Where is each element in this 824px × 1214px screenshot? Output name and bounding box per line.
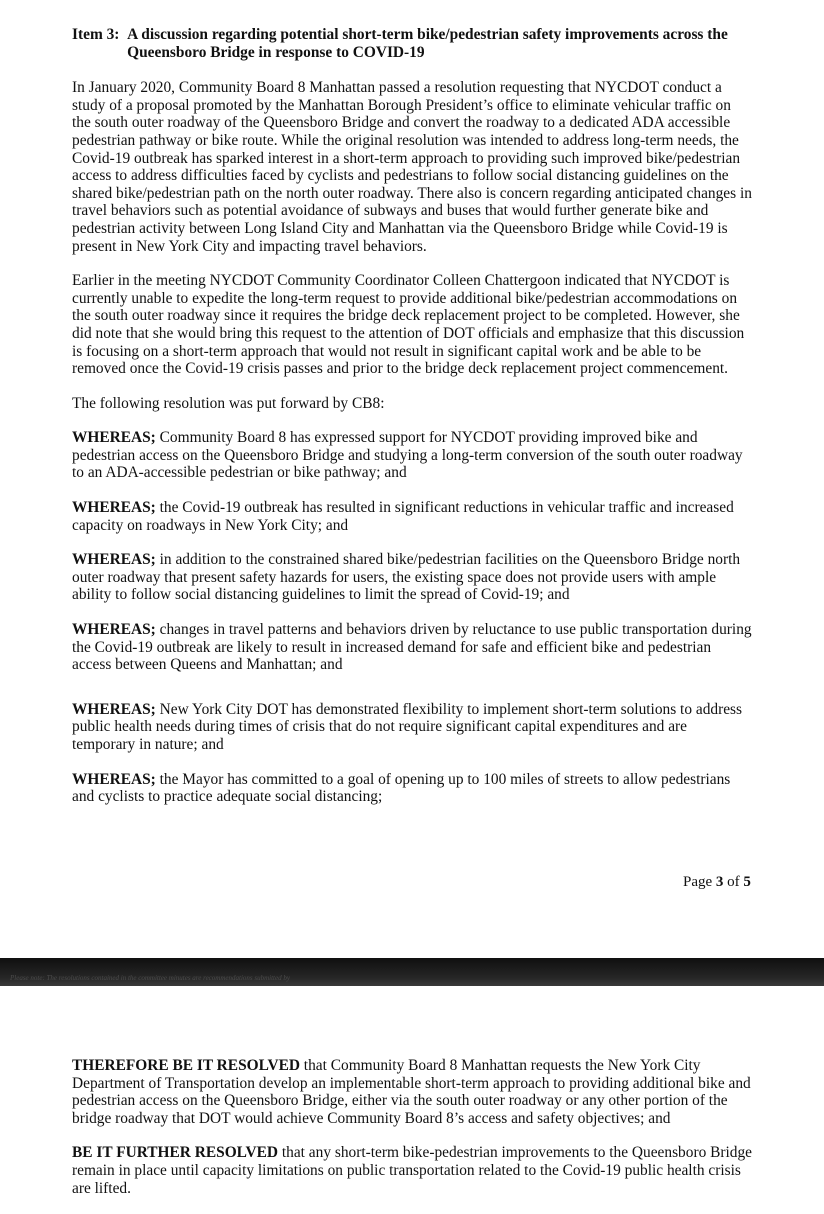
whereas-clause [72,499,752,534]
resolved-label: THEREFORE BE IT RESOLVED [72,1057,300,1074]
whereas-clause [72,551,752,604]
dot-paragraph: Earlier in the meeting NYCDOT Community Coordinator Colleen Chattergoon indicated that NYCDOT is currently unable to expedite the long-term request to provide additional bike/pedestrian accommodations on the south outer roadway since it requires the bridge deck replacement project to be completed. However, she did note that she would bring this request to the attention of DOT officials and emphasize that this discussion is focusing on a short-term approach that would not result in significant capital work and be able to be removed once the Covid-19 crisis passes and prior to the bridge deck replacement project commencement. [72,272,745,378]
item-heading [72,26,752,61]
whereas-clause [72,621,752,674]
whereas-label: WHEREAS; [72,700,156,718]
whereas-text: the Mayor has committed to a goal of opening up to 100 miles of streets to allow pedestrians and cyclists to practice adequate social distancing; [72,770,731,806]
whereas-label: WHEREAS; [72,499,156,517]
further-resolved-clause [72,1144,752,1197]
page-4-content [72,1057,752,1214]
further-resolved-label: BE IT FURTHER RESOLVED [72,1144,279,1162]
page-content [72,26,752,823]
resolved-clause [72,1057,752,1127]
whereas-text: in addition to the constrained shared bike/pedestrian facilities on the Queensboro Bridge north outer roadway that present safety hazards for users, the existing space does not provide users with ample ability to follow social distancing guidelines to limit the spread of Covid-19; and [72,551,741,604]
page-number-prefix: Page [683,874,716,890]
resolution-intro: The following resolution was put forward by CB8: [72,394,385,412]
further-resolved-text: that any short-term bike-pedestrian improvements to the Queensboro Bridge remain in place until capacity limitations on public transportation related to the Covid-19 public health crisis are lifted. [72,1144,753,1197]
whereas-clause [72,771,752,806]
page-number-of: of [723,874,744,890]
whereas-text: New York City DOT has demonstrated flexibility to implement short-term solutions to address public health needs during times of crisis that do not require significant capital expenditures and are temporary in nature; and [72,700,743,753]
page-number [683,874,751,891]
whereas-label: WHEREAS; [72,621,156,639]
whereas-clause [72,701,752,754]
page-number-current: 3 [715,874,724,890]
item-title: A discussion regarding potential short-term bike/pedestrian safety improvements across the Queensboro Bridge in response to COVID-19 [127,26,728,61]
whereas-text: the Covid-19 outbreak has resulted in significant reductions in vehicular traffic and increased capacity on roadways in New York City; and [72,499,734,534]
whereas-text: Community Board 8 has expressed support for NYCDOT providing improved bike and pedestrian access on the Queensboro Bridge and studying a long-term conversion of the south outer roadway to an ADA-accessible pedestrian or bike pathway; and [72,429,743,482]
whereas-text: changes in travel patterns and behaviors driven by reluctance to use public transportation during the Covid-19 outbreak are likely to result in increased demand for safe and efficient bike and pedestrian access between Queens and Manhattan; and [72,621,752,674]
whereas-clause [72,429,752,482]
whereas-label: WHEREAS; [72,551,156,569]
resolved-text: that Community Board 8 Manhattan requests the New York City Department of Transportation develop an implementable short-term approach to providing additional bike and pedestrian access on the Queensboro Bridge, either via the south outer roadway or any other portion of the bridge roadway that DOT would achieve Community Board 8’s access and safety objectives; and [72,1057,751,1127]
whereas-label: WHEREAS; [72,429,156,447]
item-number: Item 3: [72,26,128,43]
whereas-label: WHEREAS; [72,770,156,788]
footer-note: Please note: The resolutions contained in the committee minutes are recommendations submitted by [10,974,290,982]
intro-paragraph: In January 2020, Community Board 8 Manhattan passed a resolution requesting that NYCDOT conduct a study of a proposal promoted by the Manhattan Borough President’s office to eliminate vehicular traffic on the south outer roadway of the Queensboro Bridge and convert the roadway to a dedicated ADA accessible pedestrian pathway or bike route. While the original resolution was intended to address long-term needs, the Covid-19 outbreak has sparked interest in a short-term approach to providing such improved bike/pedestrian access to address difficulties faced by cyclists and pedestrians to follow social distancing guidelines on the shared bike/pedestrian path on the north outer roadway. There also is concern regarding anticipated changes in travel behaviors such as potential avoidance of subways and buses that would further generate bike and pedestrian activity between Long Island City and Manhattan via the Queensboro Bridge while Covid-19 is present in New York City and impacting travel behaviors. [72,79,752,255]
page-break-bar [0,958,824,986]
page-number-total: 5 [743,874,751,890]
